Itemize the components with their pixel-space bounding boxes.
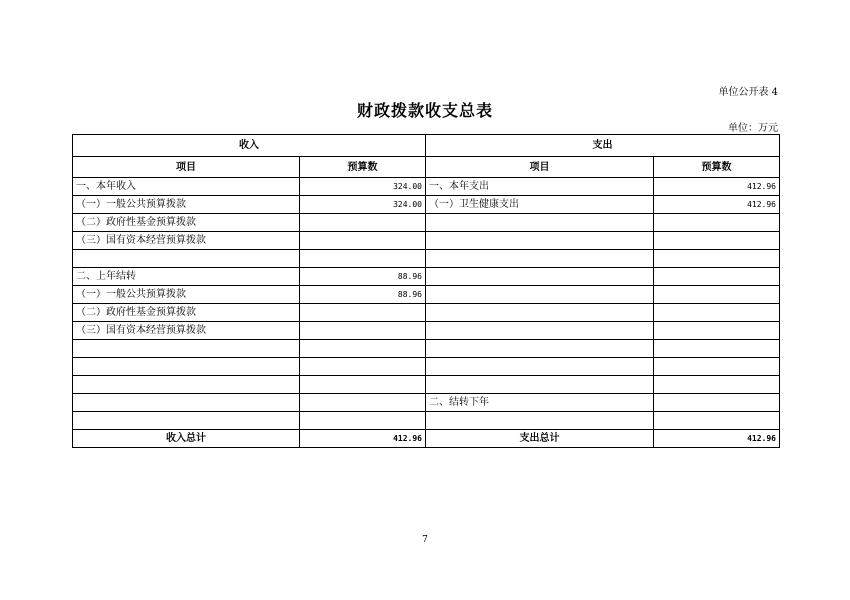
income-item-cell: （三）国有资本经营预算拨款 [73, 232, 300, 250]
income-value-cell [300, 304, 426, 322]
table-row [73, 376, 780, 394]
income-total-label: 收入总计 [73, 430, 300, 448]
expense-item-cell [426, 412, 654, 430]
table-row [73, 286, 780, 304]
table-row [73, 394, 780, 412]
expense-value-cell [654, 412, 780, 430]
income-item-cell [73, 340, 300, 358]
income-item-cell: （二）政府性基金预算拨款 [73, 304, 300, 322]
table-row [73, 178, 780, 196]
income-value-cell [300, 322, 426, 340]
unit-label: 单位：万元 [728, 123, 778, 134]
form-number: 单位公开表 4 [718, 87, 778, 98]
expense-item-cell [426, 322, 654, 340]
income-value-cell [300, 358, 426, 376]
income-item-cell: （一）一般公共预算拨款 [73, 286, 300, 304]
income-item-header: 项目 [73, 157, 300, 178]
table-row [73, 214, 780, 232]
expense-item-cell [426, 376, 654, 394]
table-row [73, 196, 780, 214]
table-row [73, 340, 780, 358]
expense-item-cell: 二、结转下年 [426, 394, 654, 412]
table-row [73, 268, 780, 286]
table-row [73, 322, 780, 340]
expense-value-cell [654, 376, 780, 394]
expense-value-cell [654, 214, 780, 232]
income-value-cell: 88.96 [300, 286, 426, 304]
expense-item-cell [426, 358, 654, 376]
expense-item-header: 项目 [426, 157, 654, 178]
income-value-cell [300, 340, 426, 358]
income-item-cell: （一）一般公共预算拨款 [73, 196, 300, 214]
income-item-cell [73, 250, 300, 268]
table-row [73, 250, 780, 268]
table-row [73, 358, 780, 376]
expense-value-cell: 412.96 [654, 178, 780, 196]
expense-value-cell [654, 394, 780, 412]
income-item-cell [73, 358, 300, 376]
page-title: 财政拨款收支总表 [356, 101, 493, 120]
section-header-row [73, 135, 780, 157]
income-item-cell [73, 394, 300, 412]
income-value-cell: 88.96 [300, 268, 426, 286]
expense-item-cell: 一、本年支出 [426, 178, 654, 196]
expense-value-cell [654, 304, 780, 322]
expense-item-cell [426, 250, 654, 268]
expense-item-cell [426, 232, 654, 250]
income-budget-header: 预算数 [300, 157, 426, 178]
expense-value-cell [654, 358, 780, 376]
expense-section-header: 支出 [426, 135, 780, 157]
expense-total-value: 412.96 [654, 430, 780, 448]
expense-item-cell [426, 304, 654, 322]
expense-value-cell [654, 268, 780, 286]
expense-value-cell [654, 340, 780, 358]
expense-total-label: 支出总计 [426, 430, 654, 448]
income-value-cell: 324.00 [300, 178, 426, 196]
expense-item-cell [426, 214, 654, 232]
expense-value-cell [654, 232, 780, 250]
table-row [73, 232, 780, 250]
expense-item-cell [426, 340, 654, 358]
income-value-cell [300, 214, 426, 232]
income-item-cell: （三）国有资本经营预算拨款 [73, 322, 300, 340]
income-item-cell [73, 376, 300, 394]
expense-value-cell: 412.96 [654, 196, 780, 214]
income-value-cell: 324.00 [300, 196, 426, 214]
expense-item-cell [426, 268, 654, 286]
income-value-cell [300, 412, 426, 430]
column-header-row [73, 157, 780, 178]
table-row [73, 304, 780, 322]
income-value-cell [300, 250, 426, 268]
expense-budget-header: 预算数 [654, 157, 780, 178]
page-number: 7 [422, 535, 428, 545]
income-total-value: 412.96 [300, 430, 426, 448]
total-row [73, 430, 780, 448]
budget-table [72, 134, 780, 448]
income-value-cell [300, 394, 426, 412]
income-value-cell [300, 232, 426, 250]
income-section-header: 收入 [73, 135, 426, 157]
expense-value-cell [654, 250, 780, 268]
income-value-cell [300, 376, 426, 394]
expense-item-cell [426, 286, 654, 304]
expense-item-cell: （一）卫生健康支出 [426, 196, 654, 214]
income-item-cell: 二、上年结转 [73, 268, 300, 286]
table-row [73, 412, 780, 430]
income-item-cell: 一、本年收入 [73, 178, 300, 196]
income-item-cell: （二）政府性基金预算拨款 [73, 214, 300, 232]
expense-value-cell [654, 322, 780, 340]
expense-value-cell [654, 286, 780, 304]
income-item-cell [73, 412, 300, 430]
